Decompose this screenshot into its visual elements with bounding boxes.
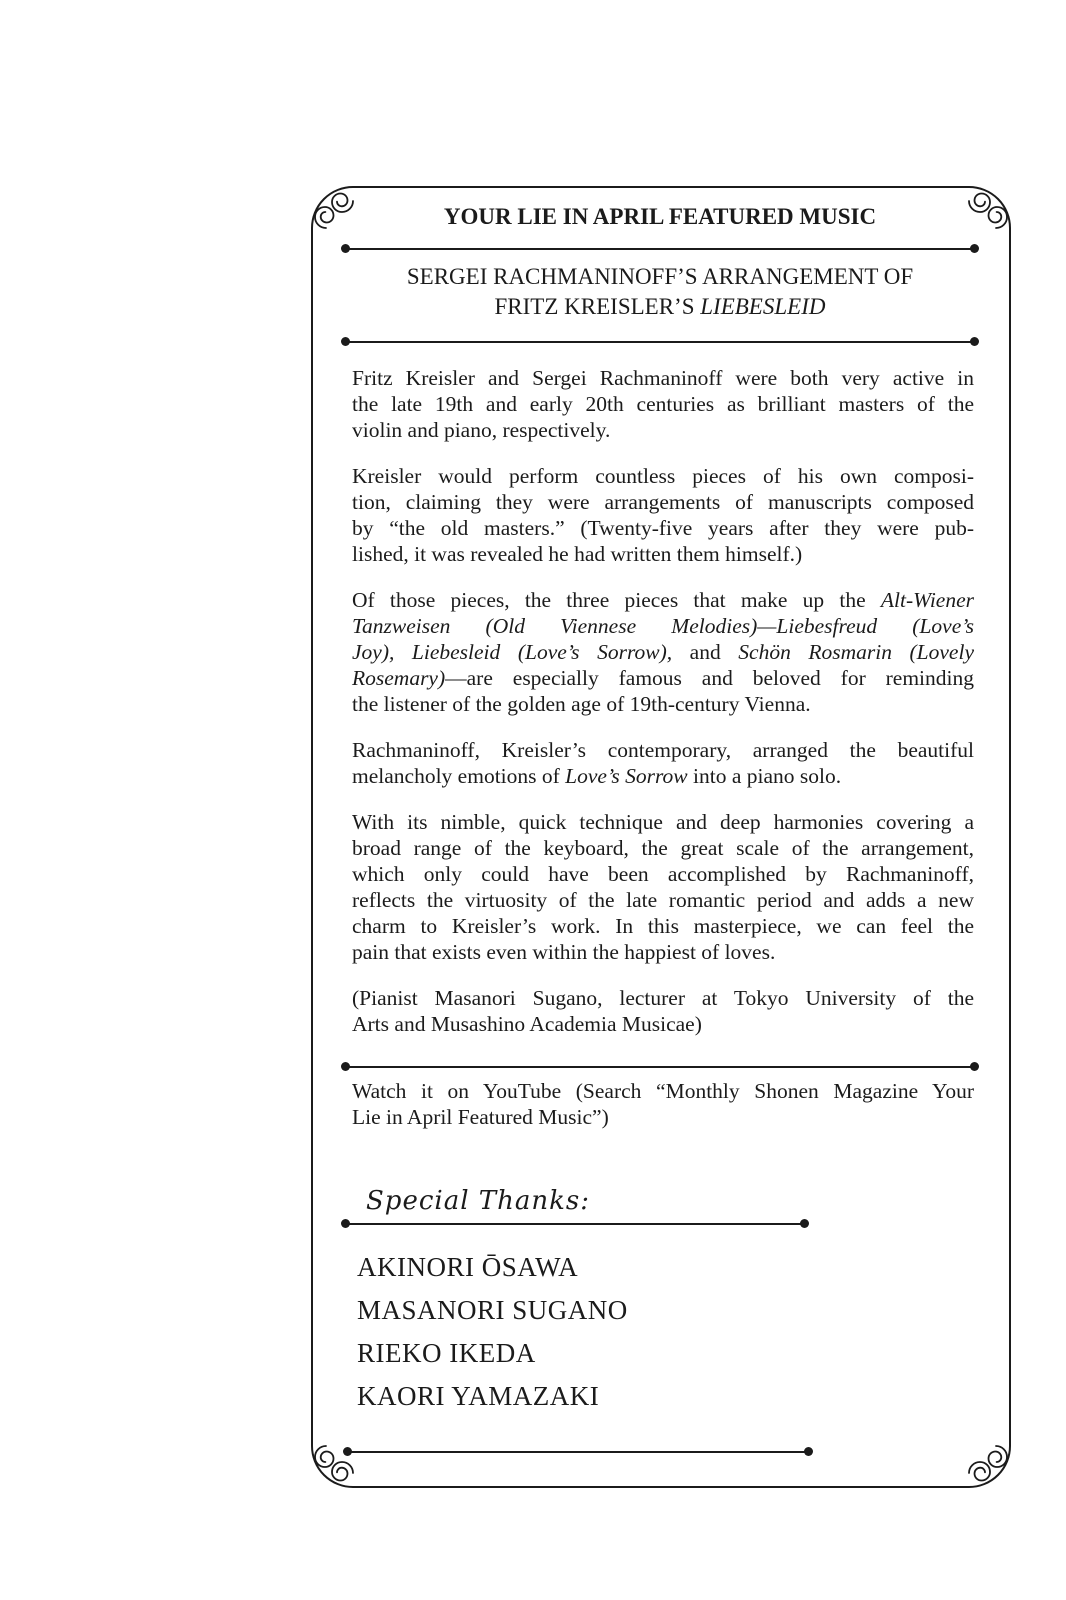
text: Fritz Kreisler and Sergei Rachmaninoff were both very active in — [352, 366, 974, 390]
text: Arts and Musashino Academia Musicae) — [352, 1012, 702, 1036]
credit-name: AKINORI ŌSAWA — [357, 1252, 579, 1282]
paragraph — [352, 1078, 974, 1130]
divider-line — [348, 248, 972, 250]
text: FRITZ KREISLER’S — [494, 294, 701, 319]
text: (Pianist Masanori Sugano, lecturer at Tokyo University of the — [352, 986, 974, 1010]
text-line — [352, 515, 974, 541]
text-line — [352, 639, 974, 665]
text-line — [352, 737, 974, 763]
credits-list — [357, 1246, 628, 1418]
divider-under-subtitle — [341, 337, 979, 346]
divider-line — [350, 1451, 806, 1453]
corner-flourish-bottom-right-icon — [949, 1426, 1009, 1486]
text-line — [352, 763, 974, 789]
text: Lie in April Featured Music”) — [352, 1105, 609, 1129]
text-line — [352, 985, 974, 1011]
text: SERGEI RACHMANINOFF’S ARRANGEMENT OF — [406, 264, 914, 289]
text: —are especially famous and beloved for reminding — [445, 666, 974, 690]
divider-above-youtube-note — [341, 1062, 979, 1071]
section-subtitle — [341, 262, 979, 322]
text: into a piano solo. — [687, 764, 842, 788]
divider-under-title — [341, 244, 979, 253]
paragraph — [352, 365, 974, 443]
text: charm to Kreisler’s work. In this masterpiece, we can feel the — [352, 914, 974, 938]
text-line — [352, 861, 974, 887]
credit-name: RIEKO IKEDA — [357, 1338, 536, 1368]
text-line — [352, 665, 974, 691]
text: which only could have been accomplished by Rachmaninoff, — [352, 862, 974, 886]
credit-name: KAORI YAMAZAKI — [357, 1381, 600, 1411]
text: Of those pieces, the three pieces that make up the — [352, 588, 881, 612]
text: Rachmaninoff, Kreisler’s contemporary, arranged the beautiful — [352, 738, 974, 762]
divider-line — [348, 341, 972, 343]
text: reflects the virtuosity of the late romantic period and adds a new — [352, 888, 974, 912]
divider-line — [348, 1066, 972, 1068]
italic-text: Love’s Sorrow — [565, 764, 688, 788]
text: tion, claiming they were arrangements of manuscripts composed — [352, 490, 974, 514]
credit-name: MASANORI SUGANO — [357, 1295, 628, 1325]
text-line — [352, 1104, 974, 1130]
text-line — [352, 691, 974, 717]
text-line — [352, 835, 974, 861]
article-body — [352, 365, 974, 1037]
divider-bottom — [343, 1447, 813, 1456]
divider-dot — [970, 337, 979, 346]
paragraph — [352, 737, 974, 789]
text-line — [341, 262, 979, 292]
text-line — [352, 613, 974, 639]
paragraph — [352, 463, 974, 567]
italic-text: Alt-Wiener — [880, 588, 974, 612]
paragraph — [352, 587, 974, 717]
text: by “the old masters.” (Twenty-five years after they were pub- — [352, 516, 974, 540]
text: the listener of the golden age of 19th-century Vienna. — [352, 692, 811, 716]
text-line — [352, 1011, 974, 1037]
text: broad range of the keyboard, the great scale of the arrangement, — [352, 836, 974, 860]
paragraph — [352, 809, 974, 965]
text: With its nimble, quick technique and deep harmonies covering a — [352, 810, 974, 834]
text-line — [352, 1078, 974, 1104]
italic-text: LIEBESLEID — [700, 294, 826, 319]
italic-text: Tanzweisen (Old Viennese Melodies)—Liebesfreud (Love’s — [352, 614, 974, 638]
text-line — [352, 417, 974, 443]
text-line — [352, 365, 974, 391]
text-line — [352, 541, 974, 567]
text-line — [352, 809, 974, 835]
divider-line — [348, 1223, 802, 1225]
text-line — [341, 292, 979, 322]
italic-text: Schön Rosmarin (Lovely — [738, 640, 974, 664]
italic-text: Joy), Liebesleid (Love’s Sorrow), — [352, 640, 673, 664]
text: the late 19th and early 20th centuries as brilliant masters of the — [352, 392, 974, 416]
text: Kreisler would perform countless pieces of his own composi- — [352, 464, 974, 488]
special-thanks-label: Special Thanks: — [366, 1186, 590, 1216]
text: melancholy emotions of — [352, 764, 566, 788]
corner-flourish-bottom-left-icon — [313, 1426, 373, 1486]
text: and — [672, 640, 739, 664]
text-line — [352, 939, 974, 965]
text: violin and piano, respectively. — [352, 418, 611, 442]
text: Watch it on YouTube (Search “Monthly Shonen Magazine Your — [352, 1079, 974, 1103]
text: lished, it was revealed he had written them himself.) — [352, 542, 803, 566]
divider-dot — [970, 244, 979, 253]
text: pain that exists even within the happiest of loves. — [352, 940, 776, 964]
divider-dot — [804, 1447, 813, 1456]
paragraph — [352, 985, 974, 1037]
youtube-note — [352, 1078, 974, 1130]
divider-under-special-thanks — [341, 1219, 809, 1228]
text-line — [352, 489, 974, 515]
text-line — [352, 391, 974, 417]
text-line — [352, 887, 974, 913]
divider-dot — [970, 1062, 979, 1071]
italic-text: Rosemary) — [352, 666, 446, 690]
text-line — [352, 913, 974, 939]
text-line — [352, 587, 974, 613]
text-line — [352, 463, 974, 489]
divider-dot — [800, 1219, 809, 1228]
page-title: YOUR LIE IN APRIL FEATURED MUSIC — [443, 204, 877, 229]
